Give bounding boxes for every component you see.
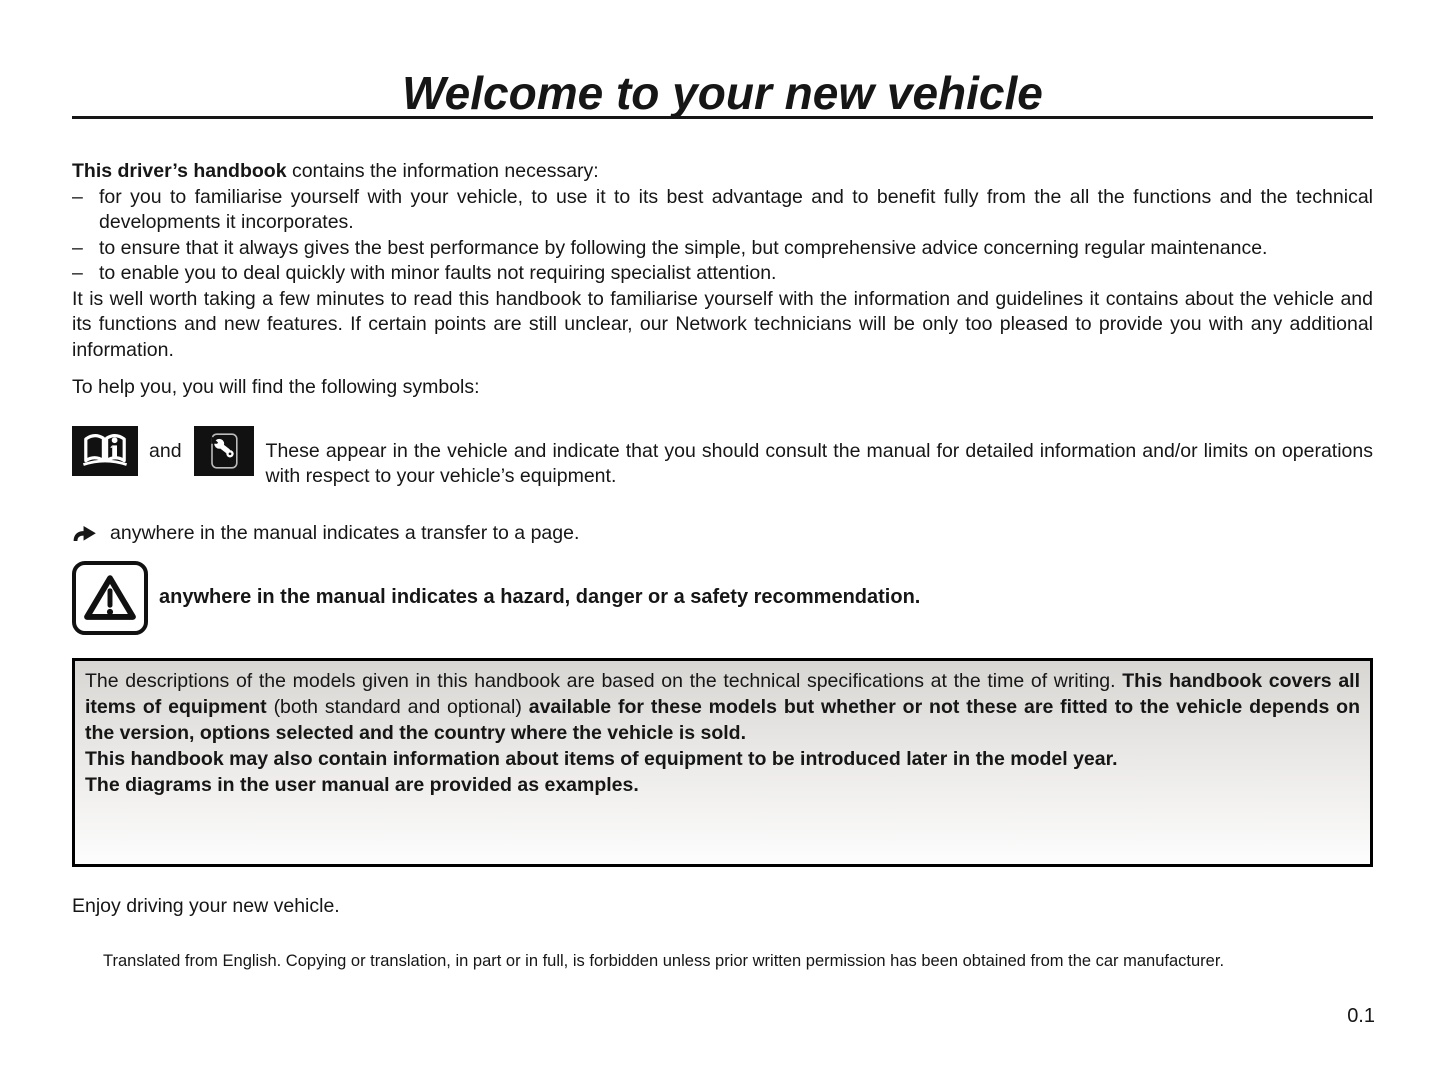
list-item bbox=[72, 185, 1373, 236]
intro-paragraph bbox=[72, 159, 1373, 185]
hazard-row bbox=[72, 561, 1373, 635]
list-item-text: to enable you to deal quickly with minor faults not requiring specialist attention. bbox=[99, 262, 777, 284]
open-book-info-icon bbox=[72, 426, 138, 476]
list-item bbox=[72, 261, 1373, 287]
transfer-arrow-icon bbox=[72, 525, 97, 542]
notice-p1-bold-2: available for these models but whether or not these are fitted to the vehicle depends on the version, options selected and the country where the vehicle is sold. bbox=[85, 696, 1360, 744]
page-title: Welcome to your new vehicle bbox=[402, 67, 1043, 119]
dash-bullet: – bbox=[72, 236, 83, 259]
dash-bullet: – bbox=[72, 185, 83, 208]
translation-footnote: Translated from English. Copying or translation, in part or in full, is forbidden unless prior written permission has been obtained from the car manufacturer. bbox=[103, 951, 1225, 970]
dash-bullet: – bbox=[72, 262, 83, 284]
notice-p3-bold: The diagrams in the user manual are provided as examples. bbox=[85, 774, 639, 796]
symbols-intro: To help you, you will find the following symbols: bbox=[72, 376, 480, 398]
list-item-text: for you to familiarise yourself with your vehicle, to use it to its best advantage and to benefit fully from the all the functions and the technical developments it incorporates. bbox=[99, 185, 1373, 233]
notice-paragraph-2 bbox=[85, 746, 1360, 772]
body-paragraph: It is well worth taking a few minutes to read this handbook to familiarise yourself with the information and guidelines it contains about the vehicle and its functions and new features. If certain points are still unclear, our Network technicians will be only too pleased to provide you with any additional information. bbox=[72, 287, 1373, 361]
transfer-row bbox=[72, 521, 1373, 547]
transfer-text: anywhere in the manual indicates a transfer to a page. bbox=[110, 521, 580, 544]
page-number: 0.1 bbox=[1347, 1005, 1375, 1027]
list-item-text: to ensure that it always gives the best performance by following the simple, but comprehensive advice concerning regular maintenance. bbox=[99, 236, 1268, 259]
notice-p1-normal: The descriptions of the models given in this handbook are based on the technical specifications at the time of writing. bbox=[85, 670, 1123, 692]
intro-lead-rest: contains the information necessary: bbox=[286, 160, 599, 182]
notice-p1-normal-2: (both standard and optional) bbox=[273, 696, 529, 718]
intro-lead-bold: This driver’s handbook bbox=[72, 160, 287, 182]
warning-triangle-icon bbox=[72, 561, 148, 635]
list-item bbox=[72, 236, 1373, 262]
and-label: and bbox=[149, 439, 182, 462]
notice-p1-bold: This handbook covers all items of equipment bbox=[85, 670, 1360, 718]
symbols-description: These appear in the vehicle and indicate that you should consult the manual for detailed information and/or limits on operations with respect to your vehicle’s equipment. bbox=[265, 439, 1373, 487]
notice-p2-bold: This handbook may also contain information about items of equipment to be introduced later in the model year. bbox=[85, 748, 1118, 770]
page-content bbox=[72, 159, 1373, 972]
closing-sentence: Enjoy driving your new vehicle. bbox=[72, 895, 340, 917]
notice-paragraph-1 bbox=[85, 668, 1360, 746]
wrench-icon bbox=[194, 426, 254, 476]
hazard-text: anywhere in the manual indicates a hazard, danger or a safety recommendation. bbox=[159, 586, 921, 609]
notice-paragraph-3 bbox=[85, 772, 1360, 798]
symbols-row bbox=[72, 426, 1373, 490]
notice-box bbox=[72, 658, 1373, 867]
title-rule bbox=[72, 0, 1373, 119]
